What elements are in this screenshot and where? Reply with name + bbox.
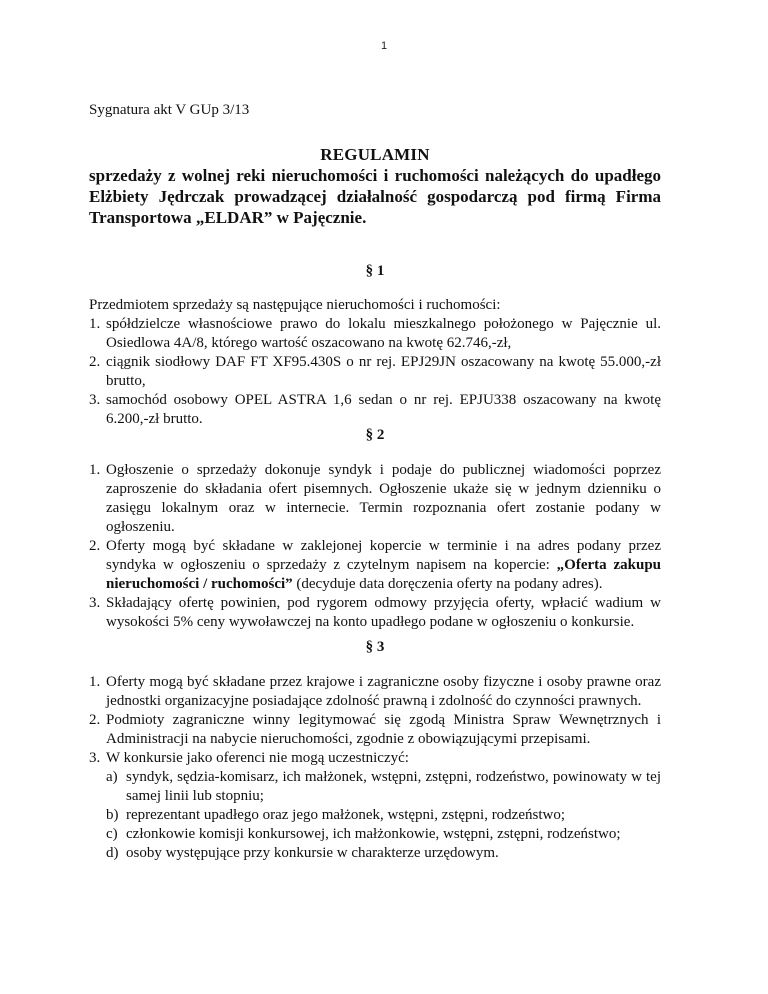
section-1-list	[89, 315, 661, 429]
list-item-number: 3.	[89, 392, 101, 408]
section-2-list	[89, 461, 661, 632]
list-item-text: Ogłoszenie o sprzedaży dokonuje syndyk i podaje do publicznej wiadomości poprzez zaproszenie do składania ofert pisemnych. Ogłoszenie ukaże się w jednym dzienniku o zasięgu lokalnym oraz w internecie. Termin rozpoznania ofert zostanie podany w ogłoszeniu.	[106, 462, 661, 535]
list-item-text: W konkursie jako oferenci nie mogą uczestniczyć:	[106, 750, 409, 766]
sublist-item-letter: a)	[106, 769, 118, 785]
sublist-item-text: osoby występujące przy konkursie w charakterze urzędowym.	[126, 845, 499, 861]
list-item-text	[106, 537, 661, 594]
list-item	[89, 353, 661, 391]
list-item-number: 1.	[89, 674, 101, 690]
list-item-number: 2.	[89, 354, 101, 370]
document-title: REGULAMIN	[320, 145, 430, 164]
list-item	[89, 461, 661, 537]
list-item-number: 1.	[89, 462, 101, 478]
sublist-item-text: syndyk, sędzia-komisarz, ich małżonek, wstępni, zstępni, rodzeństwo, powinowaty w tej samej linii lub stopniu;	[126, 769, 661, 804]
list-item-number: 2.	[89, 538, 101, 554]
section-3	[89, 639, 661, 863]
sublist-item-text: członkowie komisji konkursowej, ich małżonkowie, wstępni, zstępni, rodzeństwo;	[126, 826, 621, 842]
section-3-heading: § 3	[365, 639, 385, 655]
envelope-label-bold: „Oferta zakupu nieruchomości / ruchomości”	[106, 557, 662, 592]
section-1-heading: § 1	[365, 263, 385, 279]
section-3-list	[89, 673, 661, 768]
section-2	[89, 427, 661, 632]
list-item-text: samochód osobowy OPEL ASTRA 1,6 sedan o nr rej. EPJU338 oszacowany na kwotę 6.200,-zł brutto.	[106, 392, 661, 427]
list-item	[89, 673, 661, 711]
section-1	[89, 263, 661, 429]
case-signature: Sygnatura akt V GUp 3/13	[89, 102, 250, 118]
list-item-text: ciągnik siodłowy DAF FT XF95.430S o nr rej. EPJ29JN oszacowany na kwotę 55.000,-zł brutto,	[106, 354, 661, 389]
sublist-item	[89, 768, 661, 806]
sublist-item	[89, 844, 661, 863]
document-subtitle: sprzedaży z wolnej reki nieruchomości i ruchomości należących do upadłego Elżbiety Jędrczak prowadzącej działalność gospodarczą pod firmą Firma Transportowa „ELDAR” w Pajęcznie.	[89, 166, 661, 227]
sublist-item-letter: c)	[106, 826, 118, 842]
list-item	[89, 537, 661, 594]
sublist-item-letter: b)	[106, 807, 119, 823]
list-item-number: 1.	[89, 316, 101, 332]
list-item-text-end: (decyduje data doręczenia oferty na podany adres).	[292, 576, 603, 592]
list-item	[89, 594, 661, 632]
sublist-item	[89, 806, 661, 825]
list-item-text: Podmioty zagraniczne winny legitymować się zgodą Ministra Spraw Wewnętrznych i Administracji na nabycie nieruchomości, zgodnie z obowiązującymi przepisami.	[106, 712, 661, 747]
section-3-sublist	[89, 768, 661, 863]
document-title-block	[89, 145, 661, 228]
list-item	[89, 391, 661, 429]
list-item-text-start: Oferty mogą być składane w zaklejonej kopercie w terminie i na adres podany przez syndyka w ogłoszeniu o sprzedaży z czytelnym napisem na kopercie:	[106, 538, 661, 573]
sublist-item-text: reprezentant upadłego oraz jego małżonek, wstępni, zstępni, rodzeństwo;	[126, 807, 566, 823]
list-item-number: 3.	[89, 595, 101, 611]
list-item-text: Oferty mogą być składane przez krajowe i zagraniczne osoby fizyczne i osoby prawne oraz jednostki organizacyjne posiadające zdolność prawną i zdolność do czynności prawnych.	[106, 674, 661, 709]
list-item-text: spółdzielcze własnościowe prawo do lokalu mieszkalnego położonego w Pajęcznie ul. Osiedlowa 4A/8, którego wartość oszacowano na kwotę 62.746,-zł,	[106, 316, 661, 351]
list-item	[89, 711, 661, 749]
list-item	[89, 315, 661, 353]
section-1-intro: Przedmiotem sprzedaży są następujące nieruchomości i ruchomości:	[89, 297, 501, 313]
list-item-number: 3.	[89, 750, 101, 766]
sublist-item	[89, 825, 661, 844]
list-item-number: 2.	[89, 712, 101, 728]
page-number: 1	[380, 40, 388, 52]
sublist-item-letter: d)	[106, 845, 119, 861]
list-item-text: Składający ofertę powinien, pod rygorem odmowy przyjęcia oferty, wpłacić wadium w wysokości 5% ceny wywoławczej na konto upadłego podane w ogłoszeniu o konkursie.	[106, 595, 661, 630]
list-item	[89, 749, 661, 768]
section-2-heading: § 2	[365, 427, 385, 443]
